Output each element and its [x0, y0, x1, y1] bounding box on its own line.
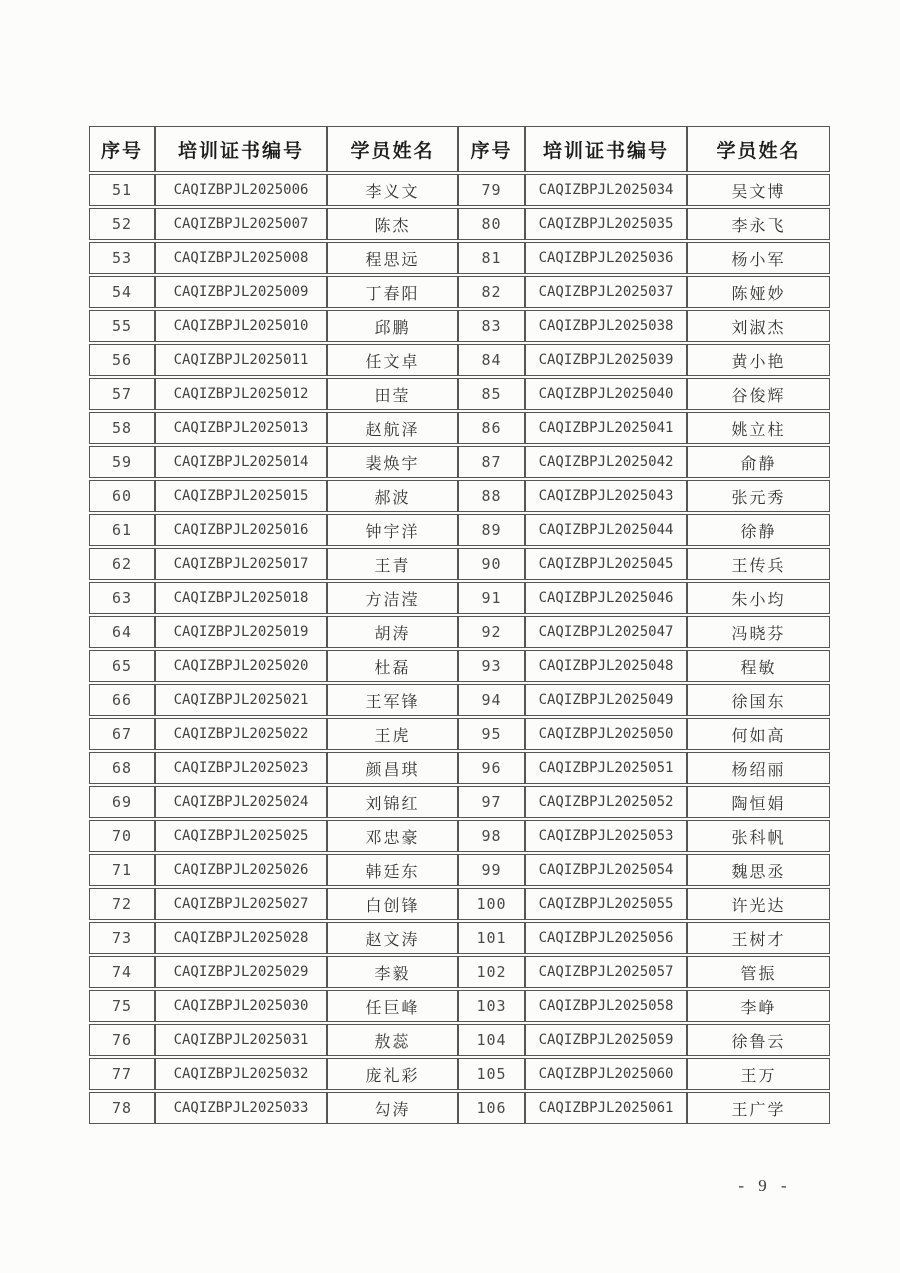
student-name-cell: 王广学: [687, 1092, 830, 1124]
serial-number-cell: 61: [89, 514, 155, 546]
certificate-number-cell: CAQIZBPJL2025054: [525, 854, 687, 886]
certificate-number-cell: CAQIZBPJL2025020: [155, 650, 327, 682]
student-name-cell: 王青: [327, 548, 458, 580]
serial-number-cell: 101: [458, 922, 525, 954]
certificate-number-cell: CAQIZBPJL2025027: [155, 888, 327, 920]
certificate-roster-table: [89, 124, 830, 1126]
certificate-number-cell: CAQIZBPJL2025036: [525, 242, 687, 274]
serial-number-cell: 86: [458, 412, 525, 444]
serial-number-cell: 51: [89, 174, 155, 206]
header-certificate-number-right: 培训证书编号: [525, 126, 687, 172]
certificate-number-cell: CAQIZBPJL2025013: [155, 412, 327, 444]
student-name-cell: 庞礼彩: [327, 1058, 458, 1090]
student-name-cell: 白创锋: [327, 888, 458, 920]
student-name-cell: 黄小艳: [687, 344, 830, 376]
serial-number-cell: 104: [458, 1024, 525, 1056]
student-name-cell: 钟宇洋: [327, 514, 458, 546]
serial-number-cell: 57: [89, 378, 155, 410]
certificate-number-cell: CAQIZBPJL2025010: [155, 310, 327, 342]
table-row: [89, 1024, 830, 1056]
student-name-cell: 杨绍丽: [687, 752, 830, 784]
student-name-cell: 谷俊辉: [687, 378, 830, 410]
table-row: [89, 1058, 830, 1090]
student-name-cell: 赵文涛: [327, 922, 458, 954]
student-name-cell: 邓忠豪: [327, 820, 458, 852]
student-name-cell: 任文卓: [327, 344, 458, 376]
certificate-number-cell: CAQIZBPJL2025031: [155, 1024, 327, 1056]
table-row: [89, 242, 830, 274]
student-name-cell: 吴文博: [687, 174, 830, 206]
certificate-number-cell: CAQIZBPJL2025029: [155, 956, 327, 988]
serial-number-cell: 81: [458, 242, 525, 274]
student-name-cell: 许光达: [687, 888, 830, 920]
serial-number-cell: 85: [458, 378, 525, 410]
serial-number-cell: 87: [458, 446, 525, 478]
student-name-cell: 何如高: [687, 718, 830, 750]
page-number: - 9 -: [738, 1176, 792, 1195]
certificate-number-cell: CAQIZBPJL2025017: [155, 548, 327, 580]
serial-number-cell: 102: [458, 956, 525, 988]
serial-number-cell: 88: [458, 480, 525, 512]
serial-number-cell: 74: [89, 956, 155, 988]
serial-number-cell: 97: [458, 786, 525, 818]
table-row: [89, 344, 830, 376]
serial-number-cell: 52: [89, 208, 155, 240]
student-name-cell: 李毅: [327, 956, 458, 988]
serial-number-cell: 98: [458, 820, 525, 852]
certificate-number-cell: CAQIZBPJL2025057: [525, 956, 687, 988]
serial-number-cell: 105: [458, 1058, 525, 1090]
student-name-cell: 刘淑杰: [687, 310, 830, 342]
student-name-cell: 杜磊: [327, 650, 458, 682]
serial-number-cell: 71: [89, 854, 155, 886]
table-row: [89, 922, 830, 954]
serial-number-cell: 70: [89, 820, 155, 852]
table-row: [89, 276, 830, 308]
certificate-number-cell: CAQIZBPJL2025038: [525, 310, 687, 342]
header-student-name-right: 学员姓名: [687, 126, 830, 172]
serial-number-cell: 78: [89, 1092, 155, 1124]
certificate-number-cell: CAQIZBPJL2025042: [525, 446, 687, 478]
student-name-cell: 王树才: [687, 922, 830, 954]
student-name-cell: 刘锦红: [327, 786, 458, 818]
serial-number-cell: 79: [458, 174, 525, 206]
certificate-number-cell: CAQIZBPJL2025041: [525, 412, 687, 444]
student-name-cell: 姚立柱: [687, 412, 830, 444]
table-row: [89, 786, 830, 818]
table-header-row: [89, 126, 830, 172]
serial-number-cell: 93: [458, 650, 525, 682]
certificate-number-cell: CAQIZBPJL2025040: [525, 378, 687, 410]
student-name-cell: 王万: [687, 1058, 830, 1090]
certificate-number-cell: CAQIZBPJL2025009: [155, 276, 327, 308]
certificate-number-cell: CAQIZBPJL2025007: [155, 208, 327, 240]
student-name-cell: 徐国东: [687, 684, 830, 716]
serial-number-cell: 63: [89, 582, 155, 614]
certificate-number-cell: CAQIZBPJL2025032: [155, 1058, 327, 1090]
certificate-number-cell: CAQIZBPJL2025056: [525, 922, 687, 954]
table-row: [89, 548, 830, 580]
student-name-cell: 程敏: [687, 650, 830, 682]
serial-number-cell: 96: [458, 752, 525, 784]
certificate-number-cell: CAQIZBPJL2025037: [525, 276, 687, 308]
certificate-number-cell: CAQIZBPJL2025060: [525, 1058, 687, 1090]
table-row: [89, 412, 830, 444]
serial-number-cell: 82: [458, 276, 525, 308]
student-name-cell: 李永飞: [687, 208, 830, 240]
table-row: [89, 854, 830, 886]
student-name-cell: 王传兵: [687, 548, 830, 580]
certificate-number-cell: CAQIZBPJL2025049: [525, 684, 687, 716]
student-name-cell: 颜昌琪: [327, 752, 458, 784]
certificate-number-cell: CAQIZBPJL2025043: [525, 480, 687, 512]
serial-number-cell: 64: [89, 616, 155, 648]
serial-number-cell: 100: [458, 888, 525, 920]
certificate-number-cell: CAQIZBPJL2025059: [525, 1024, 687, 1056]
student-name-cell: 朱小均: [687, 582, 830, 614]
table-body: [89, 174, 830, 1124]
header-serial-number-left: 序号: [89, 126, 155, 172]
serial-number-cell: 99: [458, 854, 525, 886]
student-name-cell: 冯晓芬: [687, 616, 830, 648]
serial-number-cell: 92: [458, 616, 525, 648]
certificate-number-cell: CAQIZBPJL2025053: [525, 820, 687, 852]
serial-number-cell: 106: [458, 1092, 525, 1124]
table-row: [89, 480, 830, 512]
serial-number-cell: 84: [458, 344, 525, 376]
student-name-cell: 丁春阳: [327, 276, 458, 308]
header-certificate-number-left: 培训证书编号: [155, 126, 327, 172]
certificate-number-cell: CAQIZBPJL2025058: [525, 990, 687, 1022]
serial-number-cell: 60: [89, 480, 155, 512]
certificate-number-cell: CAQIZBPJL2025039: [525, 344, 687, 376]
serial-number-cell: 76: [89, 1024, 155, 1056]
table-row: [89, 718, 830, 750]
certificate-number-cell: CAQIZBPJL2025026: [155, 854, 327, 886]
table-row: [89, 888, 830, 920]
serial-number-cell: 72: [89, 888, 155, 920]
student-name-cell: 敖蕊: [327, 1024, 458, 1056]
certificate-number-cell: CAQIZBPJL2025024: [155, 786, 327, 818]
certificate-number-cell: CAQIZBPJL2025015: [155, 480, 327, 512]
certificate-number-cell: CAQIZBPJL2025034: [525, 174, 687, 206]
student-name-cell: 李义文: [327, 174, 458, 206]
serial-number-cell: 73: [89, 922, 155, 954]
certificate-number-cell: CAQIZBPJL2025048: [525, 650, 687, 682]
student-name-cell: 程思远: [327, 242, 458, 274]
student-name-cell: 魏思丞: [687, 854, 830, 886]
certificate-number-cell: CAQIZBPJL2025022: [155, 718, 327, 750]
certificate-number-cell: CAQIZBPJL2025025: [155, 820, 327, 852]
student-name-cell: 陈娅妙: [687, 276, 830, 308]
student-name-cell: 管振: [687, 956, 830, 988]
certificate-number-cell: CAQIZBPJL2025012: [155, 378, 327, 410]
student-name-cell: 勾涛: [327, 1092, 458, 1124]
certificate-number-cell: CAQIZBPJL2025019: [155, 616, 327, 648]
table-row: [89, 956, 830, 988]
table-row: [89, 174, 830, 206]
serial-number-cell: 58: [89, 412, 155, 444]
certificate-number-cell: CAQIZBPJL2025050: [525, 718, 687, 750]
student-name-cell: 韩廷东: [327, 854, 458, 886]
serial-number-cell: 67: [89, 718, 155, 750]
table-row: [89, 514, 830, 546]
certificate-number-cell: CAQIZBPJL2025006: [155, 174, 327, 206]
certificate-number-cell: CAQIZBPJL2025011: [155, 344, 327, 376]
certificate-number-cell: CAQIZBPJL2025021: [155, 684, 327, 716]
serial-number-cell: 77: [89, 1058, 155, 1090]
table-row: [89, 582, 830, 614]
certificate-number-cell: CAQIZBPJL2025055: [525, 888, 687, 920]
serial-number-cell: 90: [458, 548, 525, 580]
serial-number-cell: 91: [458, 582, 525, 614]
student-name-cell: 陈杰: [327, 208, 458, 240]
serial-number-cell: 75: [89, 990, 155, 1022]
serial-number-cell: 65: [89, 650, 155, 682]
serial-number-cell: 83: [458, 310, 525, 342]
student-name-cell: 李峥: [687, 990, 830, 1022]
certificate-number-cell: CAQIZBPJL2025023: [155, 752, 327, 784]
table-row: [89, 446, 830, 478]
serial-number-cell: 80: [458, 208, 525, 240]
table-row: [89, 820, 830, 852]
student-name-cell: 徐静: [687, 514, 830, 546]
student-name-cell: 胡涛: [327, 616, 458, 648]
table-row: [89, 616, 830, 648]
serial-number-cell: 54: [89, 276, 155, 308]
certificate-number-cell: CAQIZBPJL2025014: [155, 446, 327, 478]
certificate-number-cell: CAQIZBPJL2025045: [525, 548, 687, 580]
student-name-cell: 王军锋: [327, 684, 458, 716]
student-name-cell: 邱鹏: [327, 310, 458, 342]
certificate-number-cell: CAQIZBPJL2025030: [155, 990, 327, 1022]
certificate-number-cell: CAQIZBPJL2025008: [155, 242, 327, 274]
table-row: [89, 378, 830, 410]
serial-number-cell: 69: [89, 786, 155, 818]
serial-number-cell: 94: [458, 684, 525, 716]
student-name-cell: 裴焕宇: [327, 446, 458, 478]
table-row: [89, 752, 830, 784]
serial-number-cell: 68: [89, 752, 155, 784]
student-name-cell: 任巨峰: [327, 990, 458, 1022]
student-name-cell: 田莹: [327, 378, 458, 410]
serial-number-cell: 95: [458, 718, 525, 750]
serial-number-cell: 56: [89, 344, 155, 376]
serial-number-cell: 53: [89, 242, 155, 274]
serial-number-cell: 59: [89, 446, 155, 478]
table-row: [89, 650, 830, 682]
table-row: [89, 684, 830, 716]
table-row: [89, 208, 830, 240]
student-name-cell: 郝波: [327, 480, 458, 512]
serial-number-cell: 89: [458, 514, 525, 546]
student-name-cell: 张元秀: [687, 480, 830, 512]
certificate-number-cell: CAQIZBPJL2025051: [525, 752, 687, 784]
student-name-cell: 张科帆: [687, 820, 830, 852]
serial-number-cell: 103: [458, 990, 525, 1022]
serial-number-cell: 66: [89, 684, 155, 716]
certificate-number-cell: CAQIZBPJL2025061: [525, 1092, 687, 1124]
certificate-number-cell: CAQIZBPJL2025046: [525, 582, 687, 614]
certificate-number-cell: CAQIZBPJL2025044: [525, 514, 687, 546]
certificate-number-cell: CAQIZBPJL2025033: [155, 1092, 327, 1124]
serial-number-cell: 55: [89, 310, 155, 342]
table-row: [89, 990, 830, 1022]
certificate-number-cell: CAQIZBPJL2025018: [155, 582, 327, 614]
student-name-cell: 徐鲁云: [687, 1024, 830, 1056]
serial-number-cell: 62: [89, 548, 155, 580]
student-name-cell: 王虎: [327, 718, 458, 750]
student-name-cell: 俞静: [687, 446, 830, 478]
certificate-number-cell: CAQIZBPJL2025047: [525, 616, 687, 648]
student-name-cell: 方洁滢: [327, 582, 458, 614]
table-row: [89, 1092, 830, 1124]
student-name-cell: 赵航泽: [327, 412, 458, 444]
header-serial-number-right: 序号: [458, 126, 525, 172]
certificate-number-cell: CAQIZBPJL2025016: [155, 514, 327, 546]
table-row: [89, 310, 830, 342]
certificate-number-cell: CAQIZBPJL2025035: [525, 208, 687, 240]
certificate-number-cell: CAQIZBPJL2025028: [155, 922, 327, 954]
header-student-name-left: 学员姓名: [327, 126, 458, 172]
certificate-number-cell: CAQIZBPJL2025052: [525, 786, 687, 818]
student-name-cell: 杨小军: [687, 242, 830, 274]
student-name-cell: 陶恒娟: [687, 786, 830, 818]
